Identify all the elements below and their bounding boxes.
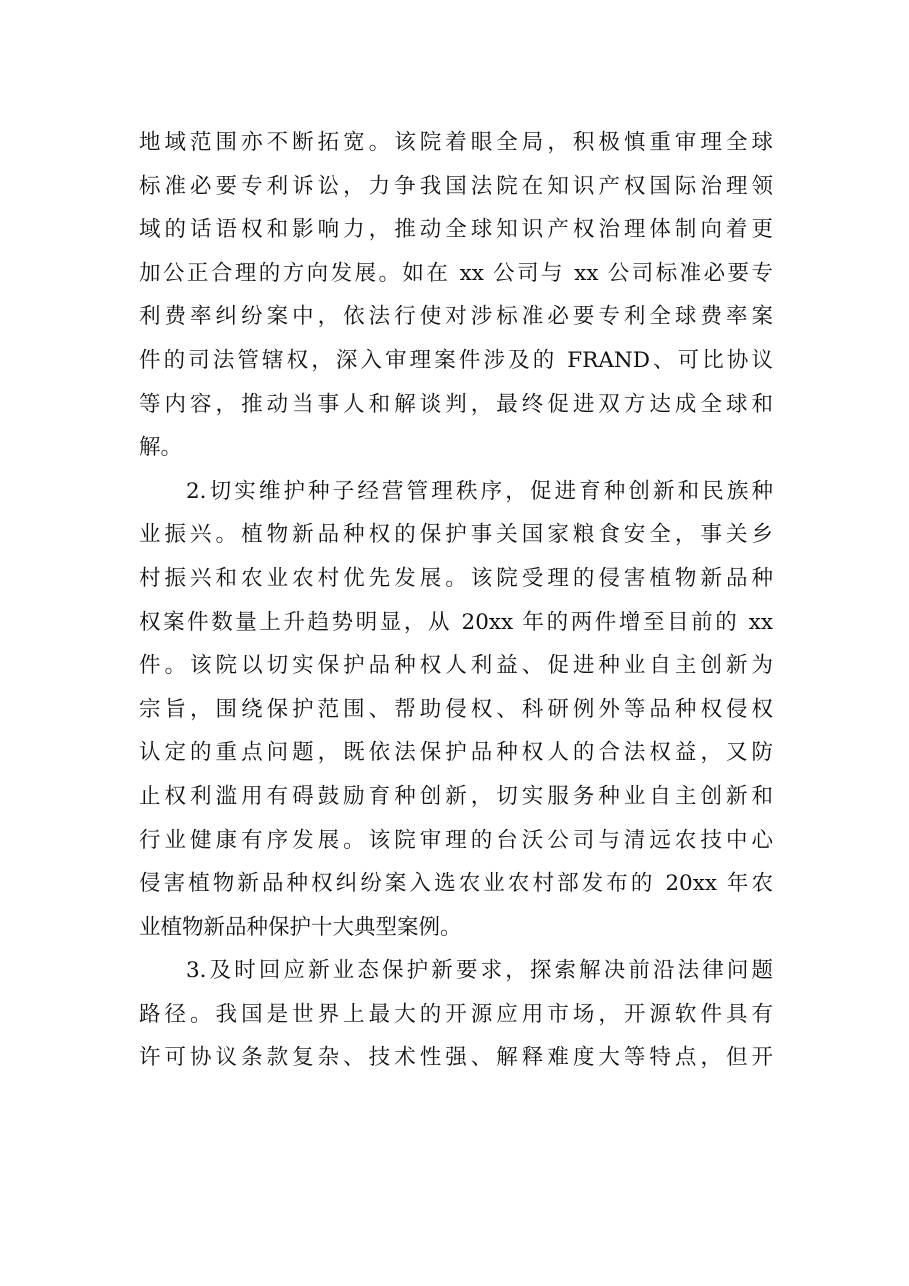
text-line: 域的话语权和影响力，推动全球知识产权治理体制向着更 (139, 217, 773, 243)
text-line: 2.切实维护种子经营管理秩序，促进育种创新和民族种 (186, 478, 773, 504)
text-line: 利费率纠纷案中，依法行使对涉标准必要专利全球费率案 (139, 304, 773, 330)
paragraph-3 (139, 949, 773, 1080)
paragraph-2 (139, 470, 773, 950)
text-line: 宗旨，围绕保护范围、帮助侵权、科研例外等品种权侵权 (139, 696, 773, 722)
paragraph-1 (139, 121, 773, 470)
text-line: 路径。我国是世界上最大的开源应用市场，开源软件具有 (139, 1001, 773, 1027)
text-line: 认定的重点问题，既依法保护品种权人的合法权益，又防 (139, 740, 773, 766)
text-line: 止权利滥用有碍鼓励育种创新，切实服务种业自主创新和 (139, 783, 773, 809)
text-line: 权案件数量上升趋势明显，从 20xx 年的两件增至目前的 xx (139, 609, 773, 635)
text-line: 业振兴。植物新品种权的保护事关国家粮食安全，事关乡 (139, 522, 773, 548)
document-body (139, 121, 773, 1080)
text-line: 件。该院以切实保护品种权人利益、促进种业自主创新为 (139, 653, 773, 679)
text-line: 侵害植物新品种权纠纷案入选农业农村部发布的 20xx 年农 (139, 871, 773, 897)
text-line: 3.及时回应新业态保护新要求，探索解决前沿法律问题 (186, 958, 773, 984)
text-line: 地域范围亦不断拓宽。该院着眼全局，积极慎重审理全球 (139, 130, 773, 155)
text-line: 解。 (139, 435, 183, 461)
text-line: 村振兴和农业农村优先发展。该院受理的侵害植物新品种 (139, 565, 773, 591)
text-line: 等内容，推动当事人和解谈判，最终促进双方达成全球和 (139, 391, 773, 417)
text-line: 许可协议条款复杂、技术性强、解释难度大等特点，但开 (139, 1045, 773, 1071)
text-line: 件的司法管辖权，深入审理案件涉及的 FRAND、可比协议 (139, 347, 773, 373)
text-line: 行业健康有序发展。该院审理的台沃公司与清远农技中心 (139, 827, 773, 853)
text-line: 业植物新品种保护十大典型案例。 (139, 914, 462, 940)
text-line: 标准必要专利诉讼，力争我国法院在知识产权国际治理领 (139, 173, 773, 199)
text-line: 加公正合理的方向发展。如在 xx 公司与 xx 公司标准必要专 (139, 260, 773, 286)
